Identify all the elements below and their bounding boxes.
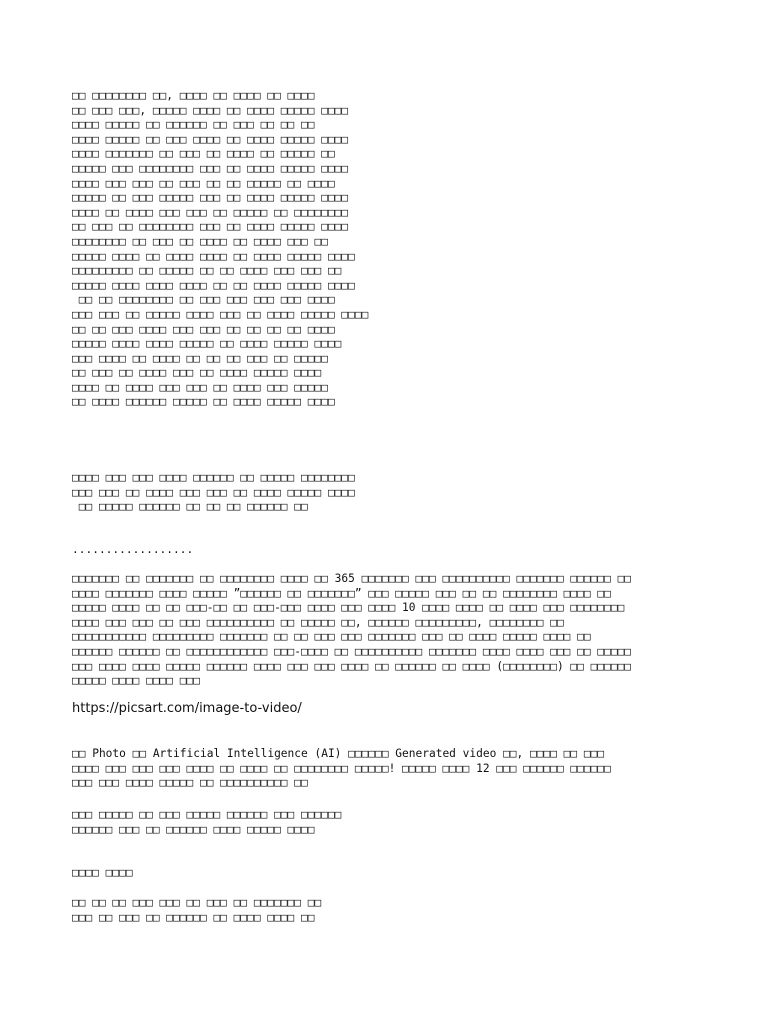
dotted-separator: .................. <box>72 543 194 556</box>
footer-title: □□□□ □□□□ <box>72 866 133 879</box>
paragraph-intro: □□□□□□□ □□ □□□□□□□ □□ □□□□□□□□ □□□□ □□ 365 □□□□□□□ □□□ □□□□□□□□□□ □□□□□□□ □□□□□□ □□ □□□□ □□□□□□□ □□□□ □□□□□ ”□□□□□□ □□ □□□□□□□” □□□ □□□□□ □□□ □□ □□ □□□□□□□□ □□□□ □□ □□□□□ □□□□ □□ □□ □□□-□□ □□ □□□-□□□ □□□□ □□□ □□□□ 10 □□□□ □□□□ □□ □□□□ □□□ □□□□□□□□ □□□□ □□□ □□□ □□ □□□ □□□□□□□□□□ □□ □□□□□ □□, □□□□□□ □□□□□□□□□, □□□□□□□□ □□ □□□□□□□□□□□ □□□□□□□□□ □□□□□□□ □□ □□ □□□ □□□ □□□□□□□ □□□ □□ □□□□ □□□□□ □□□□ □□ □□□□□□ □□□□□□ □□ □□□□□□□□□□□□ □□□-□□□□ □□ □□□□□□□□□□ □□□□□□□ □□□□ □□□□ □□□ □□ □□□□□ □□□ □□□□ □□□□ □□□□□ □□□□□□ □□□□ □□□ □□□ □□□□ □□ □□□□□□ □□ □□□□ (□□□□□□□□) □□ □□□□□□ □□□□□ □□□□ □□□□ □□□ <box>72 572 632 688</box>
paragraph-ai-video: □□ Photo □□ Artificial Intelligence (AI) □□□□□□ Generated video □□, □□□□ □□ □□□ □□□□ □□□ □□□ □□□ □□□□ □□ □□□□ □□ □□□□□□□□ □□□□□! □□□□□ □□□□ 12 □□□ □□□□□□ □□□□□□ □□□ □□□ □□□□ □□□□□ □□ □□□□□□□□□□ □□ <box>72 747 611 790</box>
footer-lines: □□ □□ □□ □□□ □□□ □□ □□□ □□ □□□□□□□ □□ □□□ □□ □□□ □□ □□□□□□ □□ □□□□ □□□□ □□ <box>72 896 322 924</box>
poem-stanza-1: □□ □□□□□□□□ □□, □□□□ □□ □□□□ □□ □□□□ □□ □□□ □□□, □□□□□ □□□□ □□ □□□□ □□□□□ □□□□ □□□□ □□□□□ □□ □□□□□□ □□ □□□ □□ □□ □□ □□□□ □□□□□ □□ □□□ □□□□ □□ □□□□ □□□□□ □□□□ □□□□ □□□□□□□ □□ □□□ □□ □□□□ □□ □□□□□ □□ □□□□□ □□□ □□□□□□□□ □□□ □□ □□□□ □□□□□ □□□□ □□□□ □□□ □□□ □□ □□□ □□ □□ □□□□□ □□ □□□□ □□□□□ □□ □□□ □□□□□ □□□ □□ □□□□ □□□□□ □□□□ □□□□ □□ □□□□ □□□ □□□ □□ □□□□□ □□ □□□□□□□□ □□ □□□ □□ □□□□□□□□ □□□ □□ □□□□ □□□□□ □□□□ □□□□□□□□ □□ □□□ □□ □□□□ □□ □□□□ □□□ □□ □□□□□ □□□□ □□ □□□□ □□□□ □□ □□□□ □□□□□ □□□□ □□□□□□□□□ □□ □□□□□ □□ □□ □□□□ □□□ □□□ □□ □□□□□ □□□□ □□□□ □□□□ □□ □□ □□□□ □□□□□ □□□□ □□ □□ □□□□□□□□ □□ □□□ □□□ □□□ □□□ □□□□ □□□ □□□ □□ □□□□□ □□□□ □□□ □□ □□□□ □□□□□ □□□□ □□ □□ □□□ □□□□ □□□ □□□ □□ □□ □□ □□ □□□□ □□□□□ □□□□ □□□□ □□□□□ □□ □□□□ □□□□□ □□□□ □□□ □□□□ □□ □□□□ □□ □□ □□ □□□ □□ □□□□□ □□ □□□ □□ □□□□ □□□ □□ □□□□ □□□□□ □□□□ □□□□ □□ □□□□ □□□ □□□ □□ □□□□ □□□ □□□□□ □□ □□□□ □□□□□□ □□□□□ □□ □□□□ □□□□□ □□□□ <box>72 89 369 409</box>
paragraph-closing: □□□ □□□□□ □□ □□□ □□□□□ □□□□□□ □□□ □□□□□□ □□□□□□ □□□ □□ □□□□□□ □□□□ □□□□□ □□□□ <box>72 808 342 836</box>
picsart-link[interactable]: https://picsart.com/image-to-video/ <box>72 701 302 716</box>
poem-stanza-2: □□□□ □□□ □□□ □□□□ □□□□□□ □□ □□□□□ □□□□□□□□ □□□ □□□ □□ □□□□ □□□ □□□ □□ □□□□ □□□□□ □□□□ □□ □□□□□ □□□□□□ □□ □□ □□ □□□□□□ □□ <box>72 471 355 514</box>
